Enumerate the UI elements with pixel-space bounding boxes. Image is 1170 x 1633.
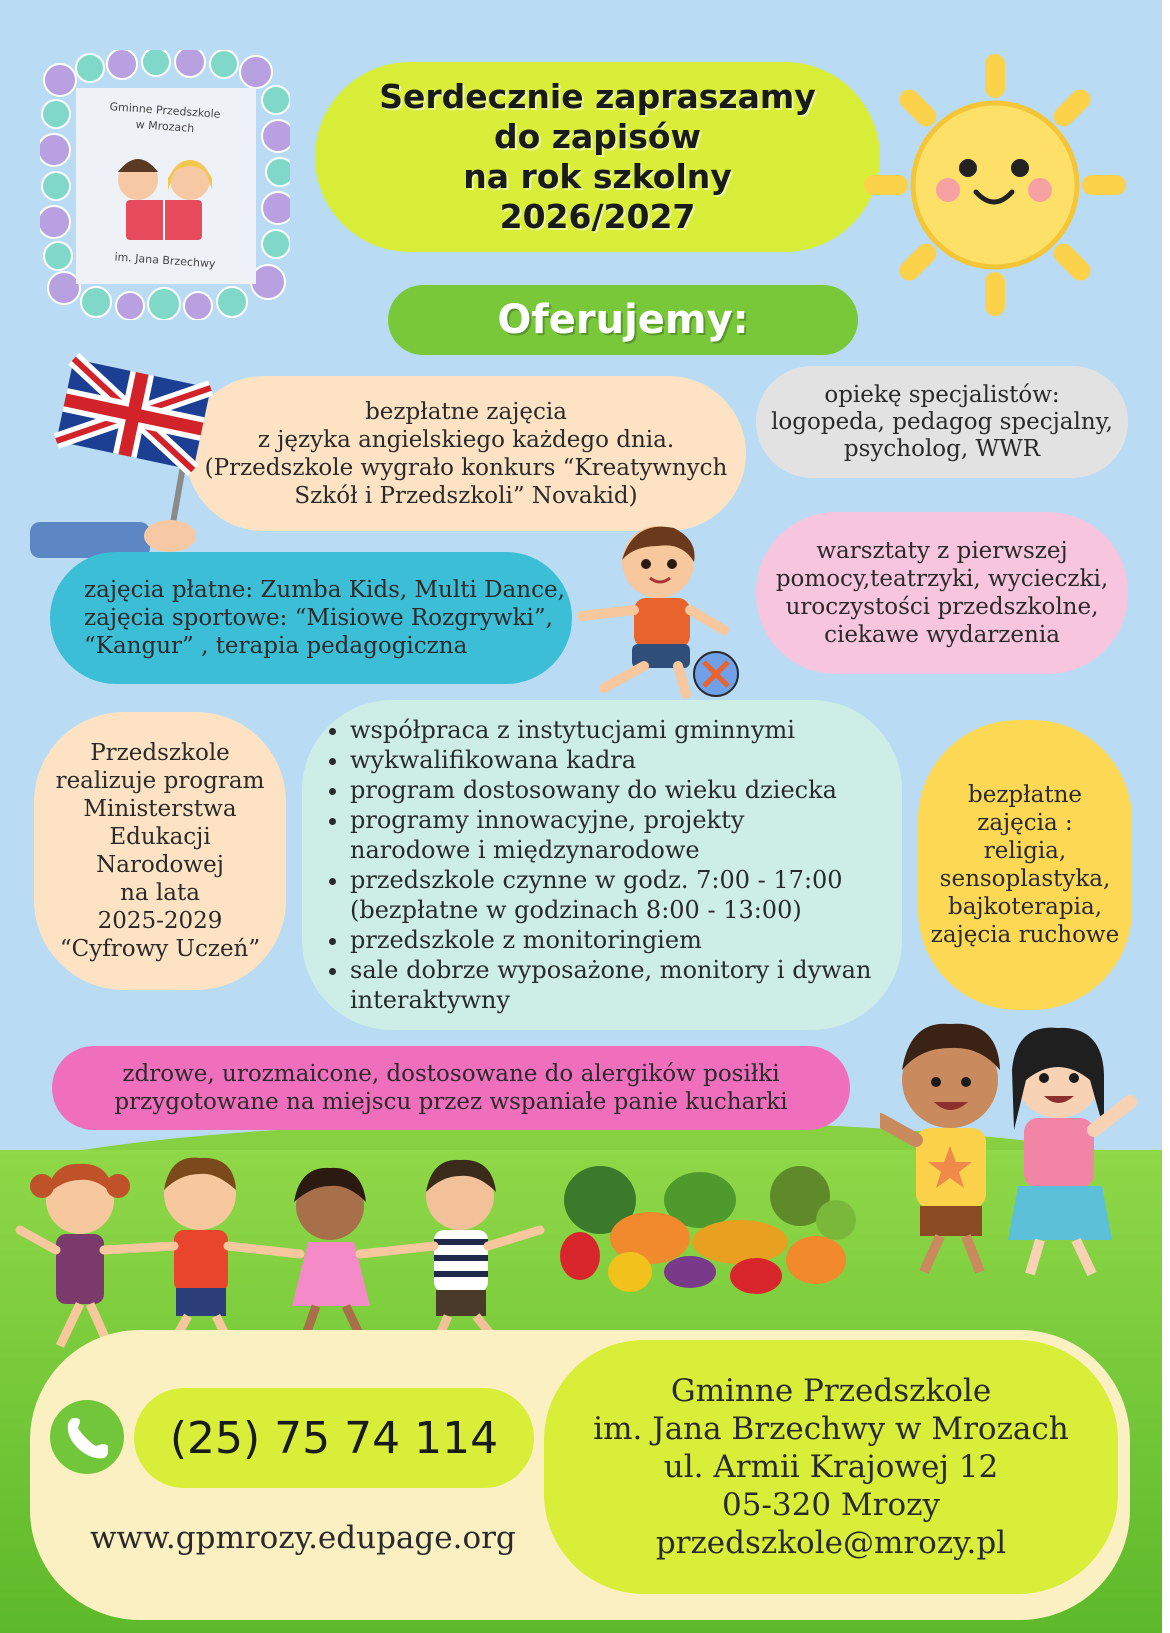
title-line2: do zapisów [494, 117, 701, 156]
meals-line1: zdrowe, urozmaicone, dostosowane do alergików posiłki [122, 1061, 780, 1087]
workshops-line2: pomocy,teatrzyki, wycieczki, [775, 566, 1109, 592]
paid-line2: zajęcia sportowe: “Misiowe Rozgrywki”, [84, 605, 553, 631]
free-line3: religia, [983, 838, 1067, 864]
free-classes-box [918, 720, 1132, 1010]
offer-heading-text: Oferujemy: [497, 297, 749, 343]
sun-icon [860, 50, 1130, 320]
paid-classes-box [50, 552, 572, 684]
kindergarten-logo [40, 50, 290, 320]
specialists-box [756, 366, 1128, 478]
program-line8: “Cyfrowy Uczeń” [59, 936, 261, 962]
program-line6: na lata [120, 880, 200, 906]
address-name2: im. Jana Brzechwy w Mrozach [593, 1411, 1069, 1447]
address-city: 05-320 Mrozy [721, 1487, 940, 1523]
workshops-line3: uroczystości przedszkolne, [785, 594, 1099, 620]
address-box [544, 1340, 1118, 1594]
paid-line1: zajęcia płatne: Zumba Kids, Multi Dance, [84, 577, 565, 603]
free-line6: zajęcia ruchowe [930, 922, 1120, 948]
feature-item: • program dostosowany do wieku dziecka [350, 775, 872, 805]
website-link[interactable]: www.gpmrozy.edupage.org [90, 1520, 516, 1556]
english-line2: z języka angielskiego każdego dnia. [257, 426, 675, 453]
title-banner [315, 62, 880, 252]
meals-line2: przygotowane na miejscu przez wspaniałe panie kucharki [114, 1089, 788, 1115]
kids-pair-illustration [880, 1010, 1140, 1280]
workshops-line1: warsztaty z pierwszej [816, 538, 1068, 564]
uk-flag-icon [20, 350, 220, 560]
email-link[interactable]: przedszkole@mrozy.pl [655, 1525, 1007, 1561]
vegetables-illustration [560, 1160, 860, 1300]
english-line1: bezpłatne zajęcia [365, 398, 567, 425]
title-line1: Serdecznie zapraszamy [379, 77, 816, 116]
kids-group-illustration [10, 1150, 570, 1360]
address-name1: Gminne Przedszkole [670, 1373, 992, 1409]
meals-box [52, 1046, 850, 1130]
program-line2: realizuje program [55, 768, 265, 794]
free-line1: bezpłatne [967, 782, 1082, 808]
feature-item: • sale dobrze wyposażone, monitory i dywan interaktywny [350, 955, 872, 1015]
feature-item: • wykwalifikowana kadra [350, 745, 872, 775]
title-line4: 2026/2027 [499, 197, 696, 236]
phone-icon [48, 1398, 126, 1476]
soccer-boy-illustration [574, 520, 744, 700]
title-line3: na rok szkolny [463, 157, 732, 196]
workshops-line4: ciekawe wydarzenia [824, 622, 1060, 648]
feature-item: • przedszkole z monitoringiem [350, 925, 872, 955]
english-line3: (Przedszkole wygrało konkurs “Kreatywnych [204, 454, 728, 481]
english-line4: Szkół i Przedszkoli” Novakid) [294, 482, 638, 509]
feature-item: • współpraca z instytucjami gminnymi [350, 715, 872, 745]
workshops-box [756, 512, 1128, 674]
offer-heading [388, 285, 858, 355]
free-line5: bajkoterapia, [947, 894, 1102, 920]
specialists-line3: psycholog, WWR [843, 435, 1041, 462]
program-line1: Przedszkole [90, 740, 230, 766]
phone-box[interactable] [134, 1388, 534, 1488]
program-line5: Narodowej [96, 852, 224, 878]
feature-item: • programy innowacyjne, projekty narodowe i międzynarodowe [350, 805, 872, 865]
features-list [324, 715, 872, 1015]
logo-line3: im. Jana Brzechwy [114, 250, 216, 271]
phone-number[interactable]: (25) 75 74 114 [169, 1412, 499, 1464]
program-line7: 2025-2029 [97, 908, 223, 934]
address-street: ul. Armii Krajowej 12 [663, 1449, 999, 1485]
feature-item: • przedszkole czynne w godz. 7:00 - 17:00 (bezpłatne w godzinach 8:00 - 13:00) [350, 865, 872, 925]
bubble-frame-icon [40, 50, 290, 320]
paid-line3: “Kangur” , terapia pedagogiczna [84, 633, 468, 659]
free-line2: zajęcia : [977, 810, 1073, 836]
specialists-line2: logopeda, pedagog specjalny, [771, 408, 1113, 435]
program-line4: Edukacji [109, 824, 211, 850]
program-line3: Ministerstwa [83, 796, 237, 822]
features-box [302, 700, 902, 1030]
free-line4: sensoplastyka, [939, 866, 1111, 892]
english-box [186, 376, 746, 531]
logo-line1: Gminne Przedszkole [109, 100, 221, 121]
specialists-line1: opiekę specjalistów: [824, 381, 1060, 408]
logo-line2: w Mrozach [135, 117, 195, 136]
program-box [34, 712, 286, 990]
